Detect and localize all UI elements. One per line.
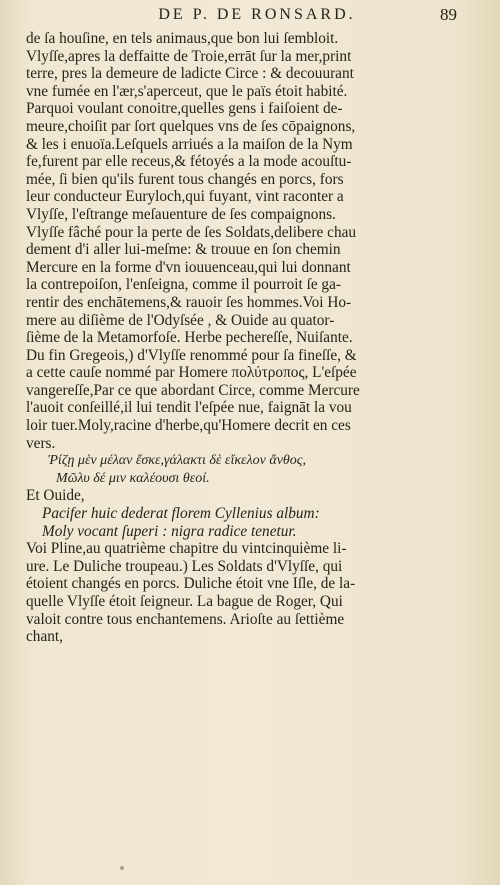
greek-verse-line: Μῶλυ δέ μιν καλέουσι θεοί. xyxy=(56,470,210,486)
body-line: mere au diſième de l'Odyſsée , & Ouide au quator- xyxy=(26,311,335,329)
body-line: loir tuer.Moly,racine d'herbe,qu'Homere decrit en ces xyxy=(26,417,351,435)
body-line: Vlyſſe, l'eſtrange meſauenture de ſes compaignons. xyxy=(26,205,336,223)
body-line: l'auoit conſeillé,il lui tendit l'eſpée nue, faignāt la vou xyxy=(26,399,352,417)
body-line: a cette cauſe nommé par Homere πολύτροπος, L'eſpée xyxy=(26,364,357,382)
latin-verse-line: Moly vocant ſuperi : nigra radice tenetur. xyxy=(42,522,297,540)
running-title: DE P. DE RONSARD. xyxy=(158,6,356,23)
body-line: quelle Vlyſſe étoit ſeigneur. La bague de Roger, Qui xyxy=(26,593,343,610)
latin-verse-line: Pacifer huic dederat florem Cyllenius album: xyxy=(42,505,320,523)
body-line: de ſa houſine, en tels animaus,que bon lui ſembloit. xyxy=(26,30,339,47)
ink-speck xyxy=(120,866,124,870)
body-line: valoit contre tous enchantemens. Arioſte au ſettième xyxy=(26,610,345,628)
body-line: Vlyſſe,apres la deffaitte de Troie,errāt ſur la mer,print xyxy=(26,47,352,65)
body-line: la contrepoiſon, l'enſeigna, comme il pourroit ſe ga- xyxy=(26,276,341,294)
body-line: Vlyſſe fâché pour la perte de ſes Soldats,delibere chau xyxy=(26,223,357,241)
body-line: fe,furent par elle receus,& fétoyés a la mode acouſtu- xyxy=(26,153,352,171)
body-line: terre, pres la demeure de ladicte Circe : & decouurant xyxy=(26,65,354,83)
body-line: étoient changés en porcs. Duliche étoit vne Iſle, de la- xyxy=(26,575,356,593)
body-line: Mercure en la forme d'vn iouuenceau,qui lui donnant xyxy=(26,258,351,276)
body-line: mée, ſi bien qu'ils furent tous changés en porcs, fors xyxy=(26,170,344,188)
body-line: Voi Pline,au quatrième chapitre du vintcinquième li- xyxy=(26,540,347,558)
body-line: ſième de la Metamorfoſe. Herbe pechereſſe, Nuiſante. xyxy=(26,329,353,347)
page-number: 89 xyxy=(440,5,457,24)
body-line: ure. Le Duliche troupeau.) Les Soldats d'Vlyſſe, qui xyxy=(26,557,343,575)
body-line: vangereſſe,Par ce que abordant Circe, comme Mercure xyxy=(26,381,360,399)
body-line: leur conducteur Euryloch,qui fuyant, vint raconter a xyxy=(26,188,344,206)
body-line: dement d'i aller lui-meſme: & trouue en ſon chemin xyxy=(26,241,341,259)
ovid-intro: Et Ouide, xyxy=(26,487,85,505)
body-line: Parquoi voulant conoitre,quelles gens i faiſoient de- xyxy=(26,100,343,118)
body-line: chant, xyxy=(26,628,63,646)
body-line: vers. xyxy=(26,434,56,452)
greek-verse-line: Ῥίζῃ μὲν μέλαν ἔσκε,γάλακτι δὲ εἴκελον ἄνθος, xyxy=(48,453,306,469)
body-line: meure,choiſit par ſort quelques vns de ſes cōpaignons, xyxy=(26,117,356,135)
body-text xyxy=(26,30,468,646)
body-line: & les i enuoïa.Leſquels arriués a la maiſon de la Nym xyxy=(26,135,353,153)
body-line: vne fumée en l'ær,s'aperceut, que le païs étoit habité. xyxy=(26,82,348,100)
body-line: rentir des enchātemens,& rauoir ſes hommes.Voi Ho- xyxy=(26,293,352,311)
body-line: Du fin Gregeois,) d'Vlyſſe renommé pour ſa fineſſe, & xyxy=(26,346,357,364)
